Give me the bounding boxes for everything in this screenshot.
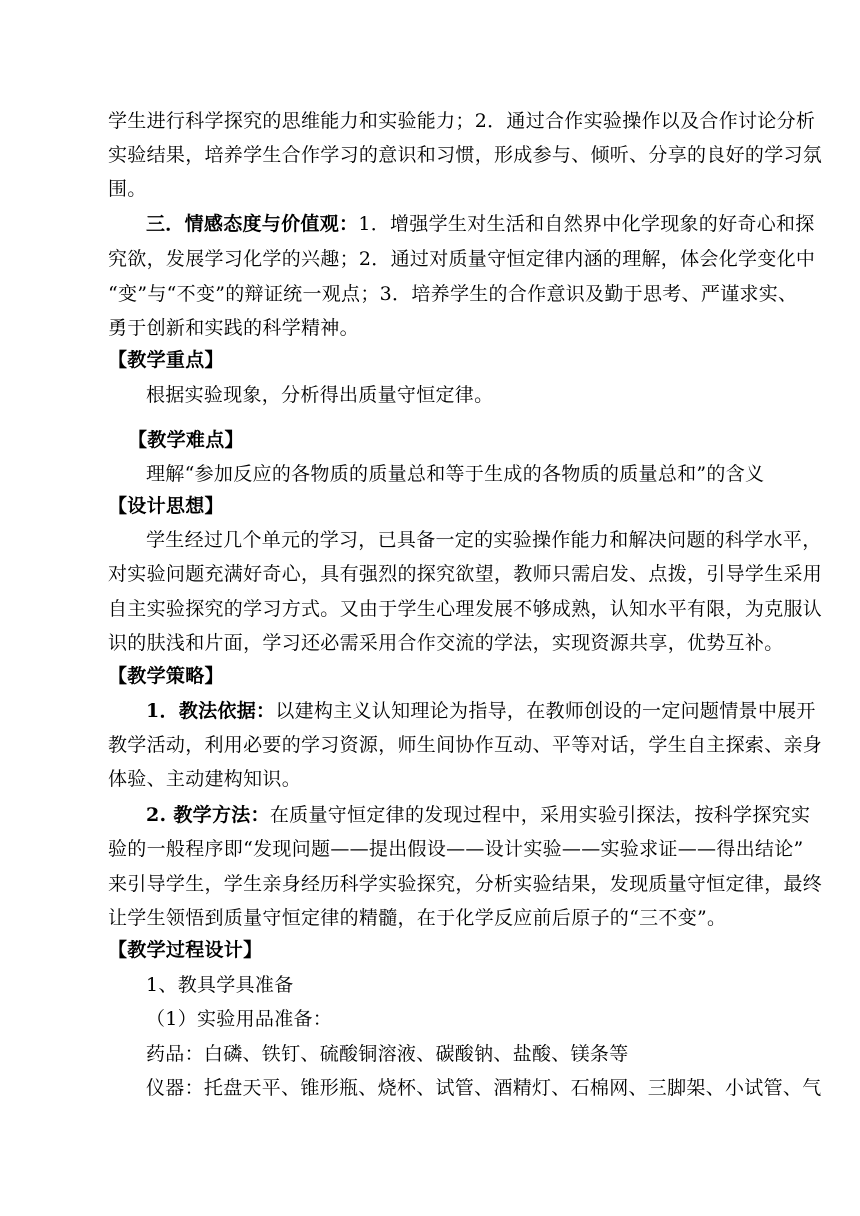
strategy-label: 2. 教学方法： <box>146 804 270 826</box>
paragraph-line: 究欲，发展学习化学的兴趣；2．通过对质量守恒定律内涵的理解，体会化学变化中 <box>108 248 816 270</box>
paragraph-line: 勇于创新和实践的科学精神。 <box>108 317 359 339</box>
strategy-text: 在质量守恒定律的发现过程中，采用实验引探法，按科学探究实 <box>269 804 811 826</box>
paragraph-line: 体验、主动建构知识。 <box>108 768 302 790</box>
heading-process: 【教学过程设计】 <box>108 939 263 961</box>
paragraph-line: 识的肤浅和片面，学习还必需采用合作交流的学法，实现资源共享，优势互补。 <box>108 632 784 654</box>
paragraph-line: 实验结果，培养学生合作学习的意识和习惯，形成参与、倾听、分享的良好的学习氛 <box>108 144 823 166</box>
paragraph-line: 围。 <box>108 178 147 200</box>
difficulty-text: 理解“参加反应的各物质的质量总和等于生成的各物质的质量总和”的含义 <box>146 463 765 485</box>
strategy-text: 以建构主义认知理论为指导，在教师创设的一定问题情景中展开 <box>275 700 816 722</box>
section-text: 1．增强学生对生活和自然界中化学现象的好奇心和探 <box>358 213 815 235</box>
reagents-line: 药品：白磷、铁钉、硫酸铜溶液、碳酸钠、盐酸、镁条等 <box>146 1043 629 1065</box>
strategy-1 <box>146 699 816 723</box>
heading-difficulty: 【教学难点】 <box>128 429 244 451</box>
instruments-line: 仪器：托盘天平、锥形瓶、烧杯、试管、酒精灯、石棉网、三脚架、小试管、气 <box>146 1077 822 1099</box>
paragraph-line: 学生经过几个单元的学习，已具备一定的实验操作能力和解决问题的科学水平， <box>146 529 822 551</box>
paragraph-line: 验的一般程序即“发现问题——提出假设——设计实验——实验求证——得出结论” <box>108 838 804 860</box>
strategy-label: 1．教法依据： <box>146 700 276 722</box>
paragraph-line: 对实验问题充满好奇心，具有强烈的探究欲望，教师只需启发、点拨，引导学生采用 <box>108 563 823 585</box>
paragraph-line: “变”与“不变”的辩证统一观点；3．培养学生的合作意识及勤于思考、严谨求实、 <box>108 283 798 305</box>
paragraph-line: 自主实验探究的学习方式。又由于学生心理发展不够成熟，认知水平有限，为克服认 <box>108 598 823 620</box>
process-item: 1、教具学具准备 <box>146 974 294 996</box>
section-affective <box>146 212 815 236</box>
section-label: 三．情感态度与价值观： <box>146 213 359 235</box>
heading-focus: 【教学重点】 <box>108 349 224 371</box>
paragraph-line: 让学生领悟到质量守恒定律的精髓，在于化学反应前后原子的“三不变”。 <box>108 907 727 929</box>
focus-text: 根据实验现象，分析得出质量守恒定律。 <box>146 384 494 406</box>
heading-design: 【设计思想】 <box>108 495 224 517</box>
heading-strategy: 【教学策略】 <box>108 665 224 687</box>
process-subitem: （1）实验用品准备： <box>146 1008 333 1030</box>
paragraph-line: 教学活动，利用必要的学习资源，师生间协作互动、平等对话，学生自主探索、亲身 <box>108 734 823 756</box>
paragraph-line: 学生进行科学探究的思维能力和实验能力；2．通过合作实验操作以及合作讨论分析 <box>108 110 816 132</box>
strategy-2 <box>146 803 811 827</box>
paragraph-line: 来引导学生，学生亲身经历科学实验探究，分析实验结果，发现质量守恒定律，最终 <box>108 873 823 895</box>
